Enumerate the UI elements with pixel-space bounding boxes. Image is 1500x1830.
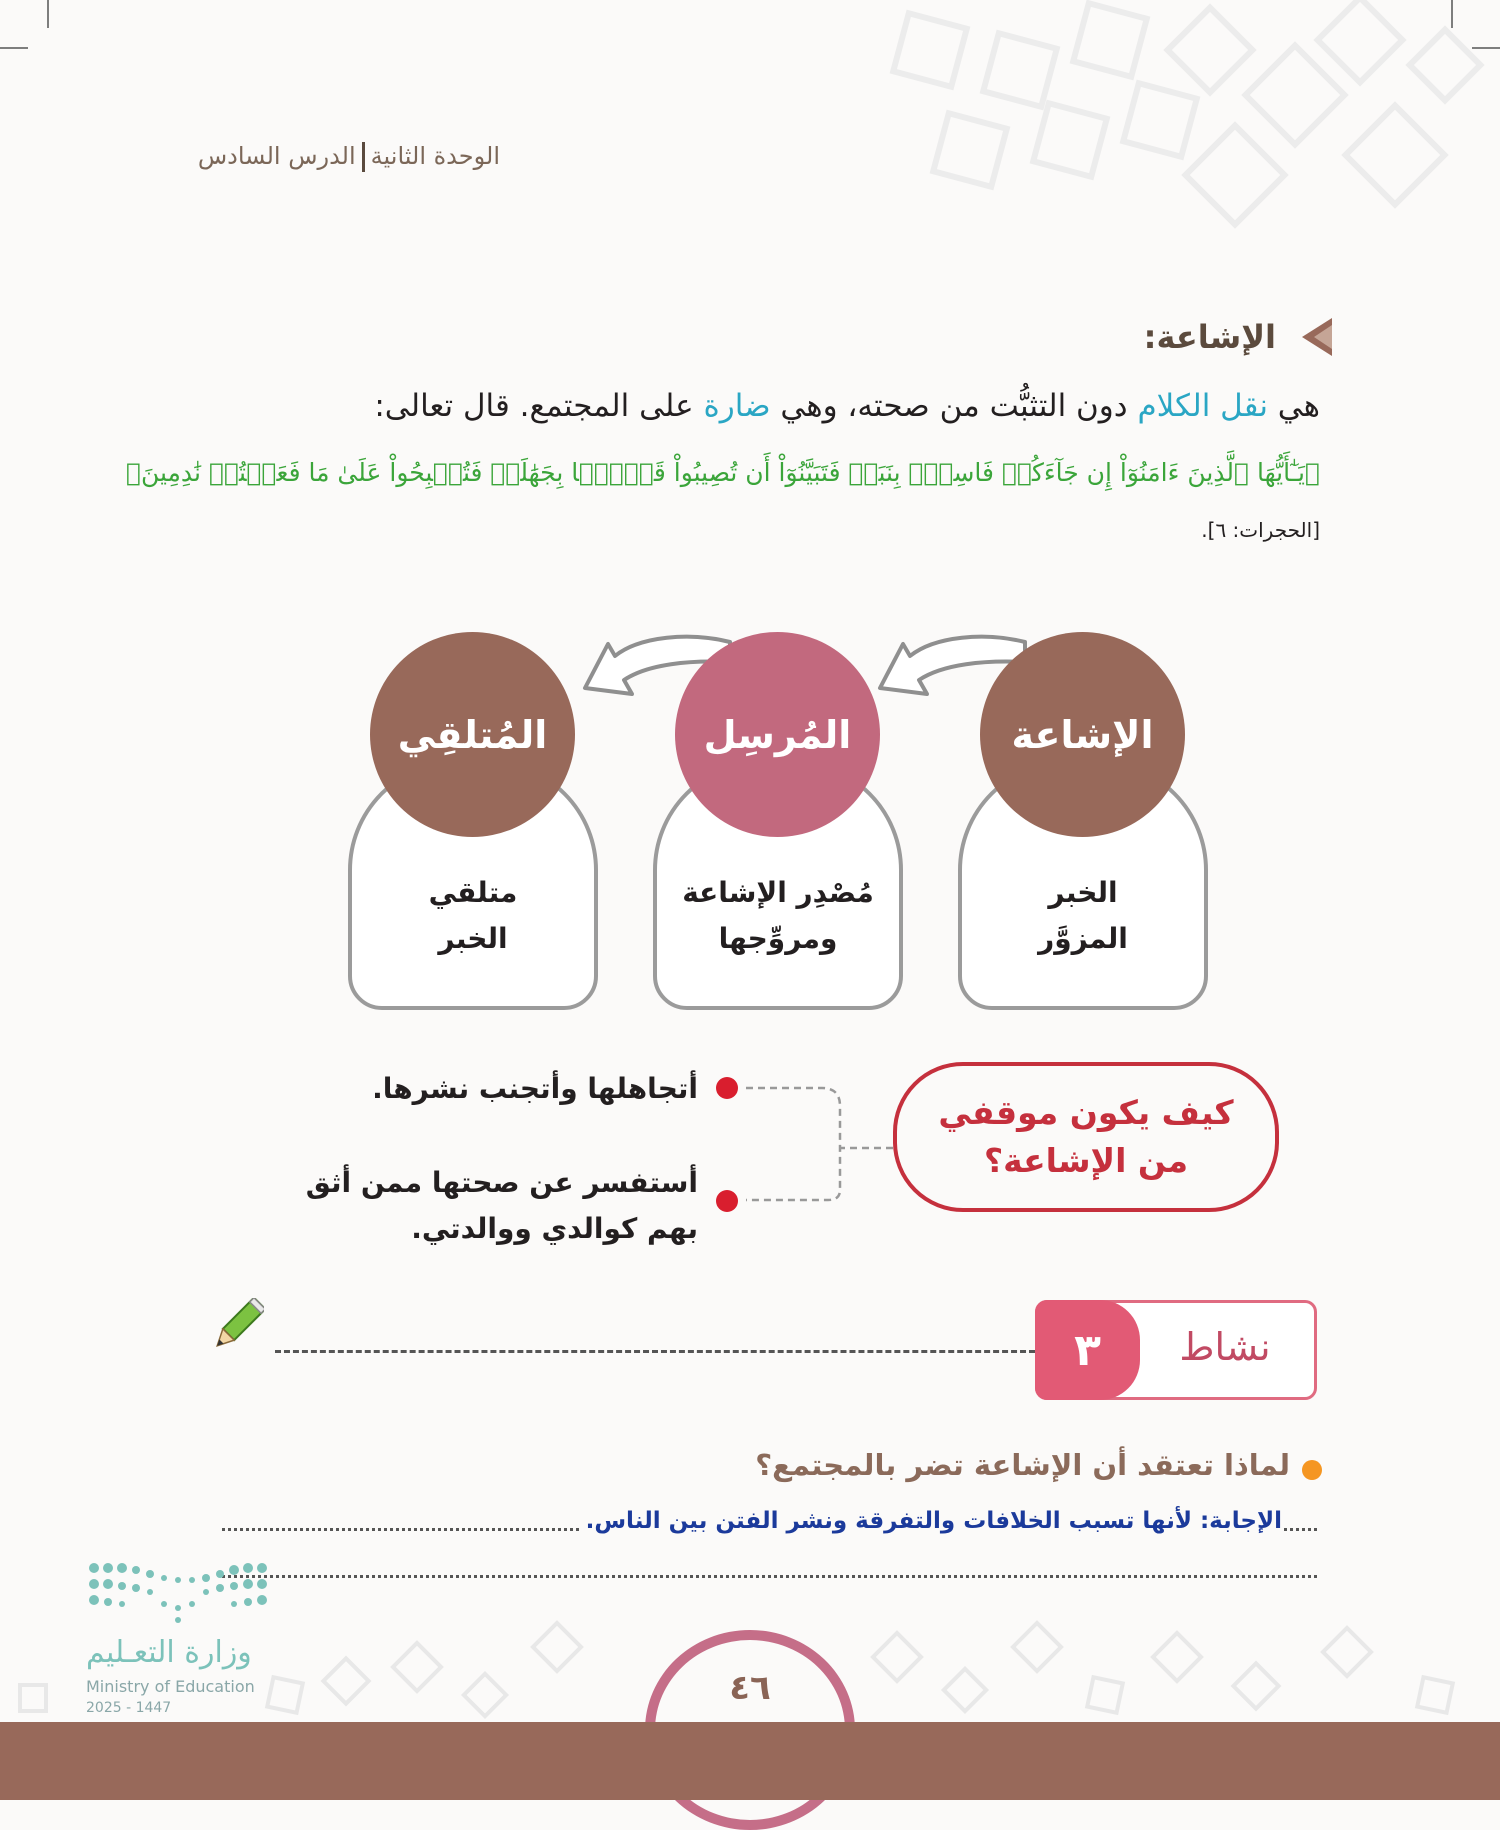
concept-desc-sender — [653, 870, 903, 962]
ministry-name-en: Ministry of Education — [86, 1677, 255, 1696]
ministry-logo-icon — [86, 1560, 271, 1628]
def-part-1: هي — [1267, 388, 1320, 424]
activity-question: لماذا تعتقد أن الإشاعة تضر بالمجتمع؟ — [755, 1448, 1290, 1482]
def-highlight-2: ضارة — [703, 388, 771, 424]
activity-answer: الإجابة: لأنها تسبب الخلافات والتفرقة ونشر الفتن بين الناس. — [582, 1508, 1282, 1534]
connector-lines — [740, 1080, 900, 1220]
desc-line: مُصْدِر الإشاعة — [682, 876, 874, 909]
concept-desc-receiver — [348, 870, 598, 962]
option-verify — [306, 1160, 698, 1252]
pencil-icon — [210, 1298, 264, 1354]
desc-line: الخبر — [1048, 876, 1118, 909]
position-question-box — [893, 1062, 1279, 1212]
def-highlight-1: نقل الكلام — [1137, 388, 1268, 424]
option-line: أستفسر عن صحتها ممن أثق — [305, 1166, 698, 1199]
activity-dashed-line — [275, 1350, 1035, 1353]
concept-circle-rumor — [980, 632, 1185, 837]
unit-label: الوحدة الثانية — [370, 142, 500, 170]
option-bullet — [716, 1077, 738, 1099]
running-header — [198, 142, 500, 172]
desc-line: المزوَّر — [1038, 922, 1128, 955]
answer-line — [222, 1575, 1317, 1578]
desc-line: الخبر — [438, 922, 508, 955]
activity-label: نشاط — [1179, 1325, 1271, 1369]
edition-year: 2025 - 1447 — [86, 1700, 172, 1716]
definition-text — [130, 388, 1320, 424]
option-bullet — [716, 1190, 738, 1212]
desc-line: متلقي — [428, 876, 518, 909]
section-chevron-icon — [1302, 318, 1332, 356]
desc-line: ومروِّجها — [718, 922, 838, 955]
concept-title-receiver: المُتلقِي — [397, 712, 548, 757]
page-number: ٤٦ — [729, 1668, 771, 1708]
activity-number: ٣ — [1035, 1300, 1140, 1400]
def-part-3: على المجتمع. قال تعالى: — [374, 388, 704, 424]
concept-title-rumor: الإشاعة — [1011, 712, 1154, 757]
concept-circle-sender — [675, 632, 880, 837]
concept-desc-rumor — [958, 870, 1208, 962]
def-part-2: دون التثبُّت من صحته، وهي — [770, 388, 1138, 424]
quran-verse: ﴿يَـٰٓأَيُّهَا ٱلَّذِينَ ءَامَنُوٓاْ إِن جَآءَكُمۡ فَاسِقُۢ بِنَبَإٖ فَتَبَيَّنُوٓاْ أَن تُصِيبُواْ قَوۡمَۢا بِجَهَٰلَةٖ فَتُصۡبِحُواْ عَلَىٰ مَا فَعَلۡتُمۡ نَٰدِمِينَ﴾ — [125, 458, 1320, 487]
option-ignore: أتجاهلها وأتجنب نشرها. — [372, 1072, 698, 1105]
question-bullet — [1302, 1460, 1322, 1480]
ministry-name-ar: وزارة التعـليم — [86, 1635, 252, 1670]
concept-circle-receiver — [370, 632, 575, 837]
footer-band — [0, 1722, 1500, 1800]
lesson-label: الدرس السادس — [197, 142, 356, 170]
section-title: الإشاعة: — [1143, 318, 1276, 356]
question-line: من الإشاعة؟ — [983, 1141, 1189, 1180]
concept-title-sender: المُرسِل — [703, 712, 852, 757]
header-divider — [362, 142, 365, 172]
question-line: كيف يكون موقفي — [938, 1093, 1234, 1132]
option-line: بهم كوالدي ووالدتي. — [411, 1212, 698, 1245]
verse-reference: [الحجرات: ٦]. — [1201, 518, 1320, 542]
